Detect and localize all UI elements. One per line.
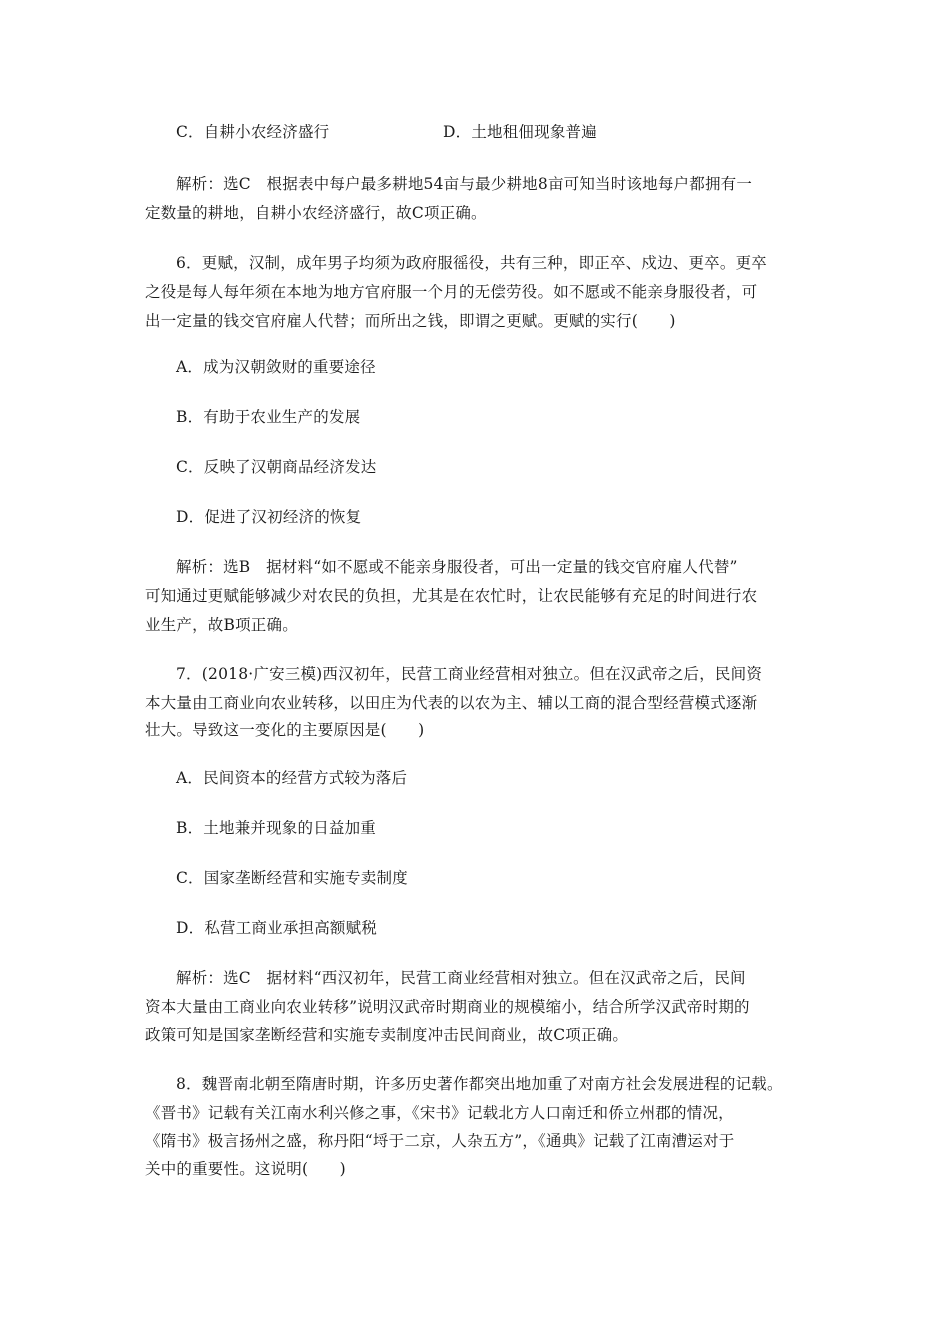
q7-option-b: B．土地兼并现象的日益加重 [176, 819, 376, 837]
q8-stem-line-2: 《晋书》记载有关江南水利兴修之事，《宋书》记载北方人口南迁和侨立州郡的情况， [145, 1104, 734, 1122]
q7-analysis-line-2: 资本大量由工商业向农业转移”说明汉武帝时期商业的规模缩小，结合所学汉武帝时期的 [145, 998, 750, 1016]
q5-options-row [176, 122, 597, 142]
q7-stem-line-2: 本大量由工商业向农业转移，以田庄为代表的以农为主、辅以工商的混合型经营模式逐渐 [145, 694, 758, 712]
q6-stem-line-2: 之役是每人每年须在本地为地方官府服一个月的无偿劳役。如不愿或不能亲身服役者，可 [145, 283, 758, 301]
q6-analysis-line-2: 可知通过更赋能够减少对农民的负担，尤其是在农忙时，让农民能够有充足的时间进行农 [145, 587, 758, 605]
q6-option-a: A．成为汉朝敛财的重要途径 [176, 358, 376, 376]
q7-analysis-line-3: 政策可知是国家垄断经营和实施专卖制度冲击民间商业，故C项正确。 [145, 1026, 629, 1044]
q6-option-b: B．有助于农业生产的发展 [176, 408, 361, 426]
q7-option-d: D．私营工商业承担高额赋税 [176, 919, 378, 937]
q7-analysis-line-1: 解析：选C 据材料“西汉初年，民营工商业经营相对独立。但在汉武帝之后，民间 [176, 969, 746, 987]
q7-option-c: C．国家垄断经营和实施专卖制度 [176, 869, 408, 887]
q8-stem-line-3: 《隋书》极言扬州之盛，称丹阳“埒于二京，人杂五方”，《通典》记载了江南漕运对于 [145, 1132, 735, 1150]
q6-option-c: C．反映了汉朝商品经济发达 [176, 458, 377, 476]
q7-stem-line-1: 7．(2018·广安三模)西汉初年，民营工商业经营相对独立。但在汉武帝之后，民间资 [176, 665, 763, 683]
q8-stem-line-1: 8．魏晋南北朝至隋唐时期，许多历史著作都突出地加重了对南方社会发展进程的记载。 [176, 1075, 783, 1093]
q5-analysis-line-1: 解析：选C 根据表中每户最多耕地54亩与最少耕地8亩可知当时该地每户都拥有一 [176, 175, 753, 193]
q6-analysis-line-1: 解析：选B 据材料“如不愿或不能亲身服役者，可出一定量的钱交官府雇人代替” [176, 558, 738, 576]
q6-analysis-line-3: 业生产，故B项正确。 [145, 616, 298, 634]
q5-option-c: C．自耕小农经济盛行 [176, 123, 330, 141]
q5-option-d: D．土地租佃现象普遍 [443, 123, 597, 141]
q6-stem-line-3: 出一定量的钱交官府雇人代替；而所出之钱，即谓之更赋。更赋的实行( ) [145, 312, 676, 330]
q8-stem-line-4: 关中的重要性。这说明( ) [145, 1160, 346, 1178]
q6-option-d: D．促进了汉初经济的恢复 [176, 508, 362, 526]
q6-stem-line-1: 6．更赋，汉制，成年男子均须为政府服徭役，共有三种，即正卒、戍边、更卒。更卒 [176, 254, 767, 272]
q5-analysis-line-2: 定数量的耕地，自耕小农经济盛行，故C项正确。 [145, 204, 487, 222]
q7-option-a: A．民间资本的经营方式较为落后 [176, 769, 408, 787]
q7-stem-line-3: 壮大。导致这一变化的主要原因是( ) [145, 721, 425, 739]
